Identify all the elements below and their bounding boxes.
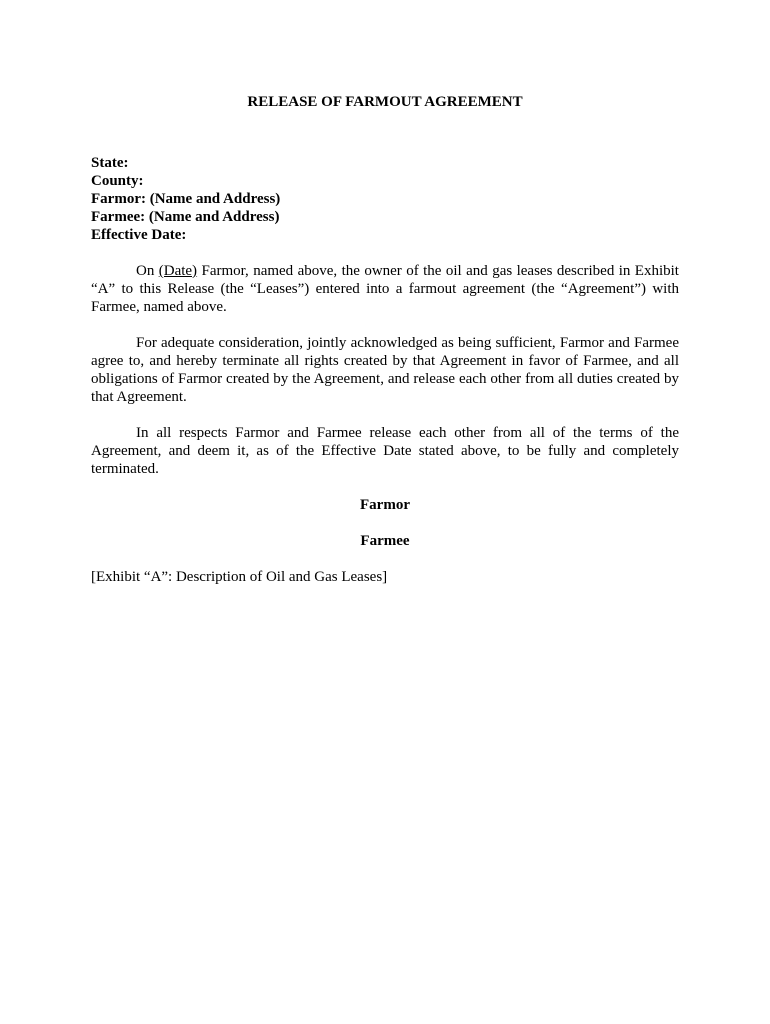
document-title: RELEASE OF FARMOUT AGREEMENT	[247, 94, 523, 110]
exhibit-reference: [Exhibit “A”: Description of Oil and Gas Leases]	[91, 569, 388, 585]
farmee-signature-label: Farmee	[360, 533, 410, 549]
paragraph-agreement-description	[91, 262, 679, 316]
paragraph-termination: For adequate consideration, jointly acknowledged as being sufficient, Farmor and Farmee agree to, and hereby terminate all rights created by that Agreement in favor of Farmee, and all obligations of Farmor created by the Agreement, and release each other from all duties created by that Agreement.	[91, 335, 679, 405]
paragraph-prefix: On	[136, 263, 159, 279]
farmor-signature-label: Farmor	[360, 497, 410, 513]
paragraph-release: In all respects Farmor and Farmee release each other from all of the terms of the Agreement, and deem it, as of the Effective Date stated above, to be fully and completely terminated.	[91, 425, 679, 477]
farmee-field-label: Farmee: (Name and Address)	[91, 209, 280, 225]
farmor-field-label: Farmor: (Name and Address)	[91, 191, 281, 207]
document-body	[91, 92, 679, 586]
paragraph-body: Farmor, named above, the owner of the oil and gas leases described in Exhibit “A” to this Release (the “Leases”) entered into a farmout agreement (the “Agreement”) with Farmee, named above.	[91, 263, 679, 315]
state-field-label: State:	[91, 155, 129, 171]
effective-date-field-label: Effective Date:	[91, 227, 187, 243]
header-fields	[91, 154, 679, 244]
date-placeholder: (Date)	[158, 263, 198, 279]
county-field-label: County:	[91, 173, 144, 189]
